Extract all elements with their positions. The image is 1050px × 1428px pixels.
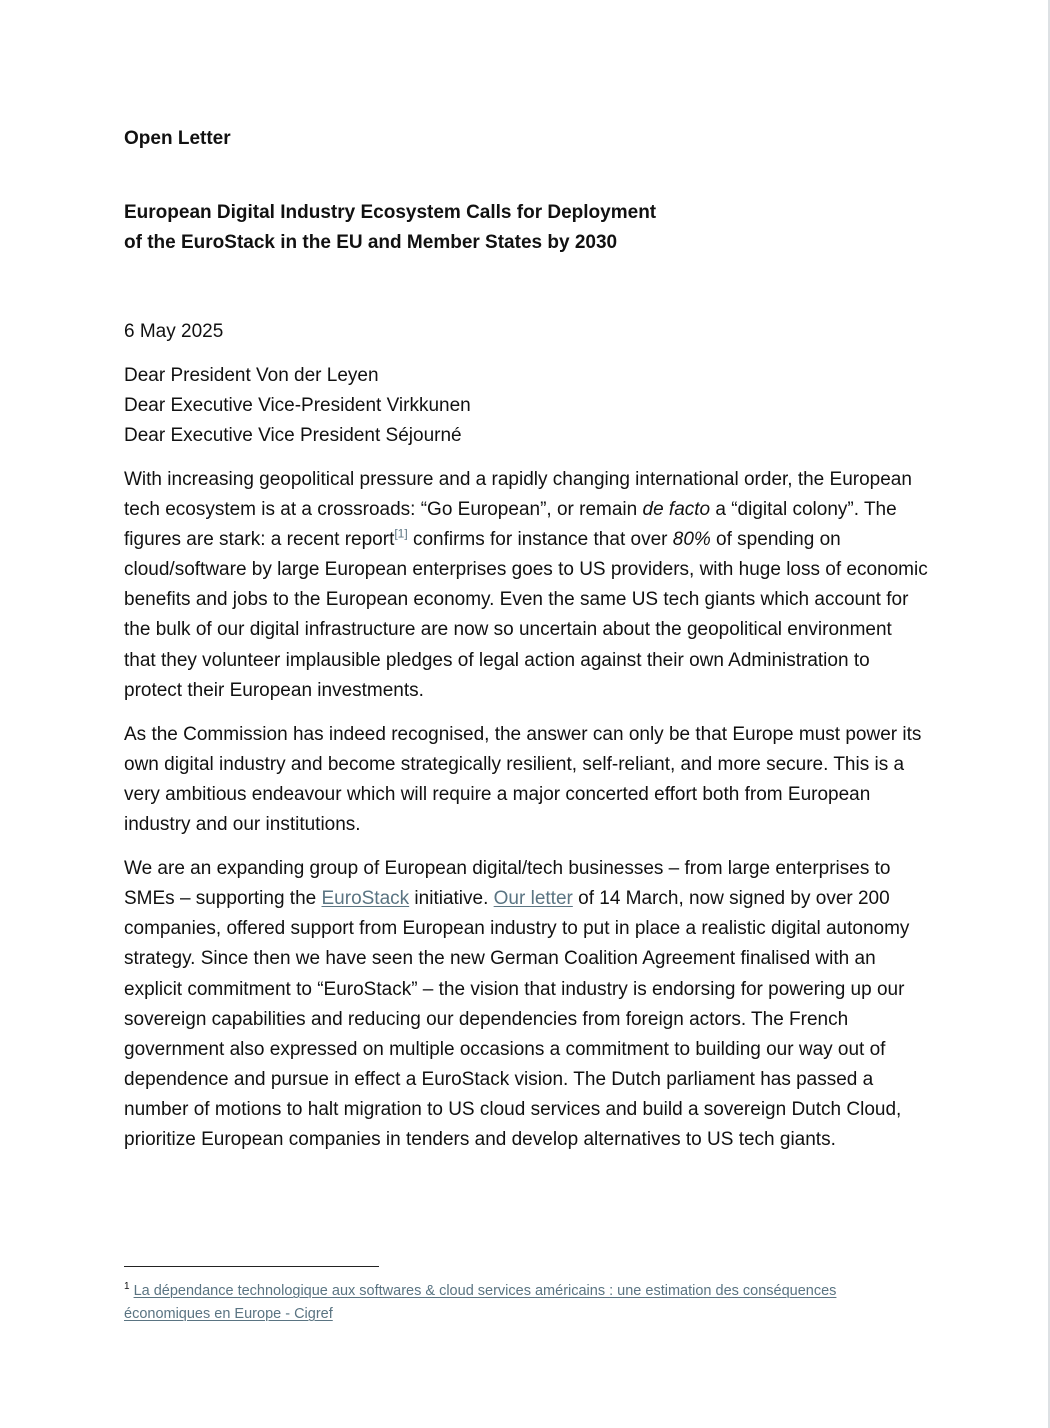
eurostack-link[interactable]: EuroStack: [321, 888, 410, 910]
footnote-reference[interactable]: [1]: [394, 526, 408, 541]
our-letter-link[interactable]: Our letter: [493, 888, 573, 910]
letter-date: 6 May 2025: [124, 321, 224, 342]
footnote-divider: [124, 1266, 379, 1267]
letter-page: [124, 124, 928, 1155]
salutation-line: Dear President Von der Leyen: [124, 365, 379, 386]
paragraph-1: [124, 465, 928, 706]
paragraph-3-text: of 14 March, now signed by over 200 companies, offered support from European industry to put in place a realistic digital autonomy strategy. Since then we have seen the new German Coalition Agreement finalised with an explicit commitment to “EuroStack” – the vision that industry is endorsing for powering up our sovereign capabilities and reducing our dependencies from foreign actors. The French government also expressed on multiple occasions a commitment to building our way out of dependence and pursue in effect a EuroStack vision. The Dutch parliament has passed a number of motions to halt migration to US cloud services and build a sovereign Dutch Cloud, prioritize European companies in tenders and develop alternatives to US tech giants.: [124, 888, 910, 1150]
salutation-line: Dear Executive Vice-President Virkkunen: [124, 395, 471, 416]
document-title-line-1: European Digital Industry Ecosystem Calls for Deployment: [124, 202, 657, 223]
paragraph-1-text: of spending on cloud/software by large European enterprises goes to US providers, with huge loss of economic benefits and jobs to the European economy. Even the same US tech giants which account for the bulk of our digital infrastructure are now so uncertain about the geopolitical environment that they volunteer implausible pledges of legal action against their own Administration to protect their European investments.: [124, 529, 928, 701]
footnote: [124, 1280, 914, 1326]
document-label: Open Letter: [124, 128, 231, 149]
salutation-line: Dear Executive Vice President Séjourné: [124, 425, 462, 446]
emphasis-de-facto: de facto: [642, 499, 711, 521]
document-title: [124, 198, 724, 258]
paragraph-2: As the Commission has indeed recognised, the answer can only be that Europe must power its own digital industry and become strategically resilient, self-reliant, and more secure. This is a very ambitious endeavour which will require a major concerted effort both from European industry and our institutions.: [124, 723, 922, 836]
document-title-line-2: of the EuroStack in the EU and Member States by 2030: [124, 232, 618, 253]
footnote-number: 1: [124, 1281, 130, 1293]
paragraph-3: [124, 854, 928, 1155]
paragraph-3-text: initiative.: [409, 888, 494, 910]
paragraph-1-text: confirms for instance that over: [407, 529, 673, 551]
paragraph-3-text: We are an expanding group of European digital/tech businesses – from large enterprises to SMEs – supporting the: [124, 858, 891, 910]
emphasis-percentage: 80%: [672, 529, 711, 551]
paragraph-1-text: With increasing geopolitical pressure and a rapidly changing international order, the European tech ecosystem is at a crossroads: “Go European”, or remain: [124, 469, 912, 521]
paragraph-1-text: a “digital colony”. The figures are stark: a recent report: [124, 499, 897, 551]
salutation-block: [124, 361, 928, 451]
footnote-link[interactable]: La dépendance technologique aux softwares & cloud services américains : une estimation des conséquences économiques en Europe - Cigref: [124, 1283, 837, 1322]
